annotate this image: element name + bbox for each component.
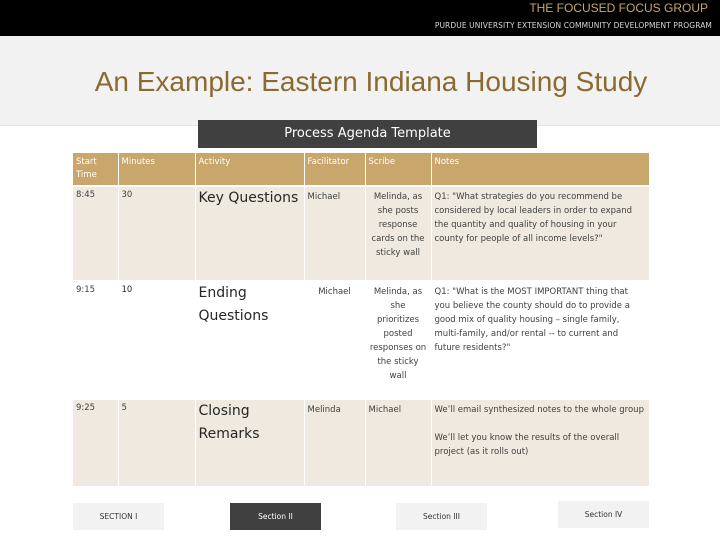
facilitator-cell: Michael <box>304 186 365 281</box>
note-text: We’ll email synthesized notes to the whole group <box>434 405 644 415</box>
scribe-cell: Melinda, as she posts response cards on the sticky wall <box>365 186 431 281</box>
minutes-cell: 5 <box>118 399 195 487</box>
minutes-cell: 10 <box>118 281 195 399</box>
scribe-cell: Michael <box>365 399 431 487</box>
section-2-button[interactable]: Section II <box>230 503 321 530</box>
minutes-cell: 30 <box>118 186 195 281</box>
section-1-button[interactable]: SECTION I <box>73 503 164 530</box>
table-row <box>73 186 649 281</box>
start-time-cell: 8:45 <box>73 186 118 281</box>
column-header-scribe: Scribe <box>365 153 431 186</box>
note-text: Q1: "What is the MOST IMPORTANT thing that you believe the county should do to provide a good mix of quality housing – single family, multi-family, and/or rental -- to current and future residents?" <box>434 287 630 353</box>
column-header-facilitator: Facilitator <box>304 153 365 186</box>
note-text: Q1: "What strategies do you recommend be considered by local leaders in order to expand the quantity and quality of housing in your county for people of all income levels?" <box>434 192 633 244</box>
activity-cell: Closing Remarks <box>195 399 304 487</box>
note-spacer <box>435 417 646 431</box>
program-name: PURDUE UNIVERSITY EXTENSION COMMUNITY DEVELOPMENT PROGRAM <box>434 21 712 30</box>
section-3-button[interactable]: Section III <box>396 503 487 530</box>
slide-title: An Example: Eastern Indiana Housing Study <box>94 66 648 97</box>
table-row <box>73 281 649 399</box>
facilitator-cell: Melinda <box>304 399 365 487</box>
start-time-cell: 9:15 <box>73 281 118 399</box>
column-header-minutes: Minutes <box>118 153 195 186</box>
table-row <box>73 399 649 487</box>
subtitle-box: Process Agenda Template <box>198 120 537 148</box>
column-header-activity: Activity <box>195 153 304 186</box>
notes-cell <box>431 399 649 487</box>
scribe-cell: Melinda, as she prioritizes posted responses on the sticky wall <box>365 281 431 399</box>
notes-cell <box>431 281 649 399</box>
agenda-table <box>73 153 650 488</box>
activity-cell: Key Questions <box>195 186 304 281</box>
column-header-start-time: Start Time <box>73 153 118 186</box>
facilitator-cell: Michael <box>304 281 365 399</box>
organization-name: THE FOCUSED FOCUS GROUP <box>529 1 708 15</box>
start-time-cell: 9:25 <box>73 399 118 487</box>
column-header-notes: Notes <box>431 153 649 186</box>
table-header-row <box>73 153 649 186</box>
header-bar <box>0 0 720 36</box>
section-4-button[interactable]: Section IV <box>558 501 649 528</box>
notes-cell <box>431 186 649 281</box>
note-text: We’ll let you know the results of the overall project (as it rolls out) <box>434 433 620 457</box>
activity-cell: Ending Questions <box>195 281 304 399</box>
